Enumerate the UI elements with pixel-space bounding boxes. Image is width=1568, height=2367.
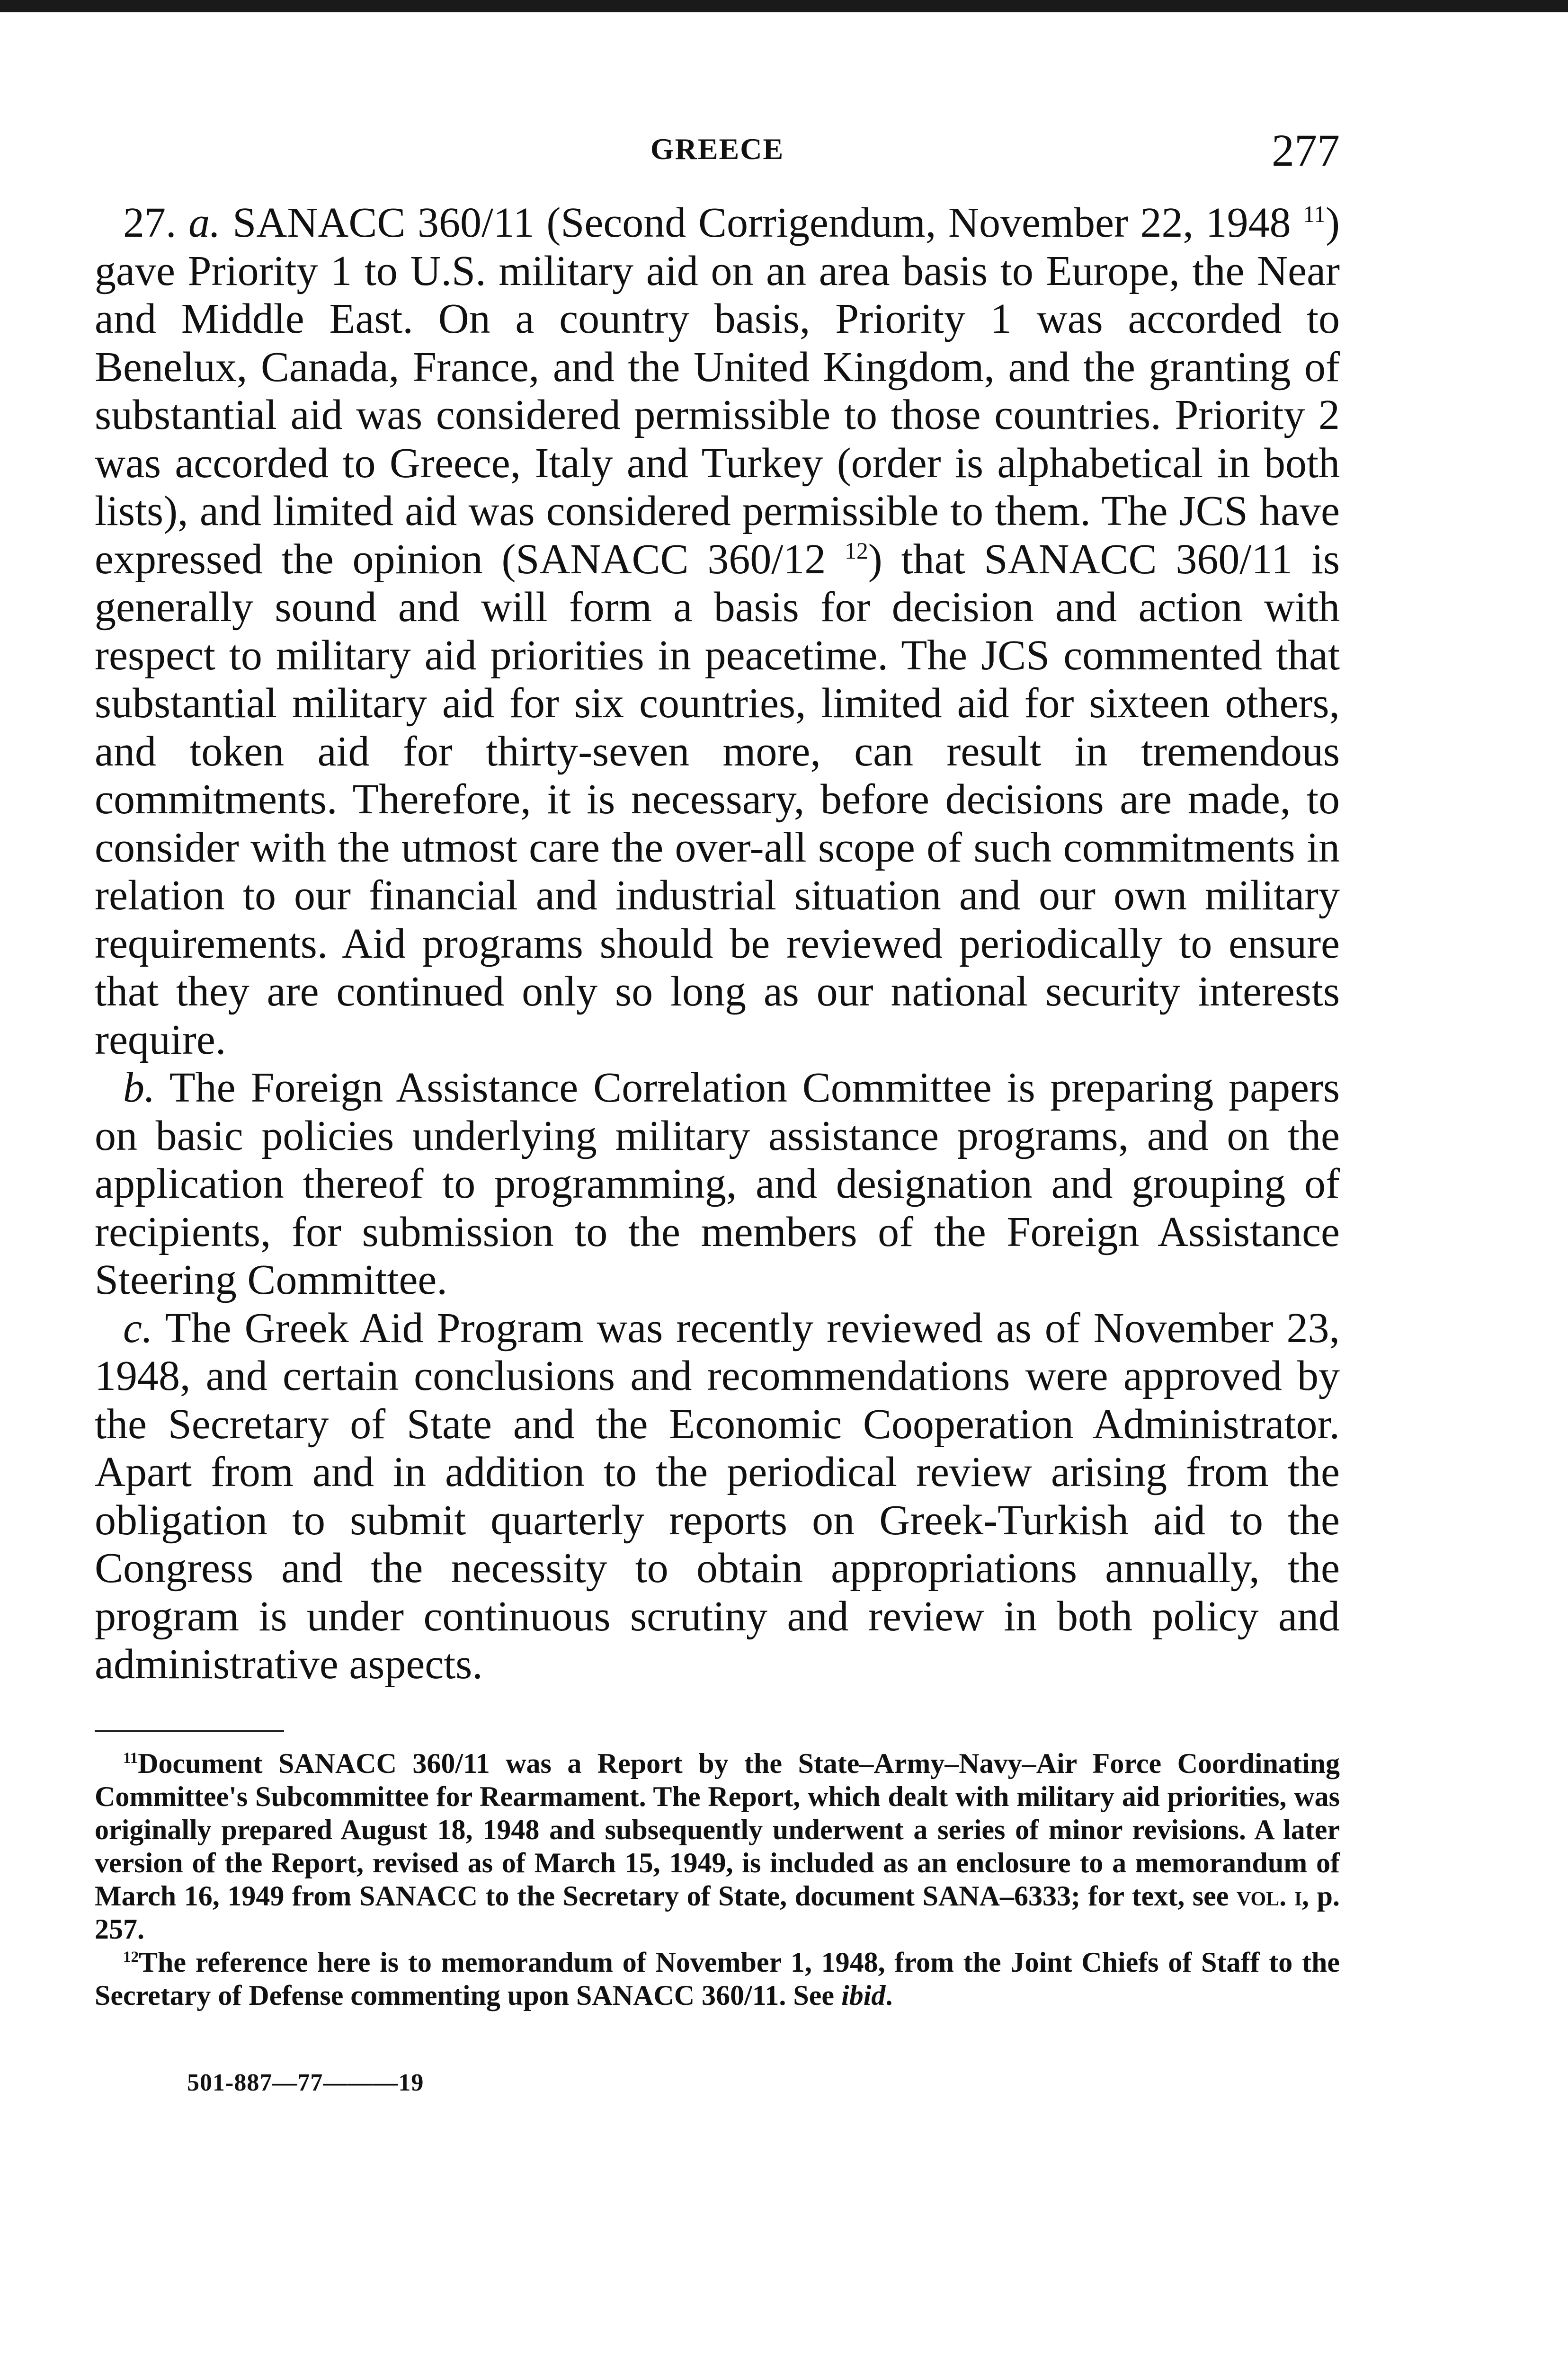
- footnote-volume: vol. i: [1236, 1880, 1302, 1912]
- paragraph-text: ) gave Priority 1 to U.S. military aid on an area basis to Europe, the Near and Middle East. On a country basis, Priority 1 was accorded to Benelux, Canada, France, and the United Kingdom, and the granting of substantial aid was considered permissible to those countries. Priority 2 was accorded to Greece, Italy and Turkey (order is alphabetical in both lists), and limited aid was considered permissible to them. The JCS have expressed the opinion (SANACC 360/12: [95, 199, 1340, 583]
- page-header: [95, 124, 1340, 181]
- printer-imprint: 501-887—77———19: [187, 2069, 424, 2096]
- running-title: GREECE: [650, 132, 784, 166]
- footnote-ref-12: 12: [845, 537, 868, 564]
- paragraph-letter: b.: [123, 1064, 155, 1111]
- footnote-text: The reference here is to memorandum of November 1, 1948, from the Joint Chiefs of Staff to the Secretary of Defense commenting upon SANACC 360/11. See: [95, 1947, 1340, 2011]
- footnote-number: 12: [123, 1949, 139, 1966]
- paragraph-c: [95, 1304, 1340, 1689]
- paragraph-text: The Greek Aid Program was recently reviewed as of November 23, 1948, and certain conclusions and recommendations were approved by the Secretary of State and the Economic Cooperation Administrator. Apart from and in addition to the periodical review arising from the obligation to submit quarterly reports on Greek-Turkish aid to the Congress and the necessity to obtain appropriations annually, the program is under continuous scrutiny and review in both policy and administrative aspects.: [95, 1304, 1340, 1688]
- page-top-border: [0, 0, 1568, 12]
- page-number: 277: [1272, 125, 1340, 176]
- paragraph-number: 27.: [123, 199, 189, 246]
- paragraph-letter: a.: [188, 199, 221, 246]
- footnote-text: , p. 257.: [95, 1880, 1340, 1945]
- paragraph-b: [95, 1064, 1340, 1304]
- paragraph-27a: [95, 199, 1340, 1064]
- footnote-12: [95, 1946, 1340, 2012]
- footnote-text: .: [885, 1980, 893, 2011]
- paragraph-letter: c.: [123, 1304, 153, 1352]
- footnote-text: Document SANACC 360/11 was a Report by the State–Army–Navy–Air Force Coordinating Committee's Subcommittee for Rearmament. The Report, which dealt with military aid priorities, was originally prepared August 18, 1948 and subsequently underwent a series of minor revisions. A later version of the Report, revised as of March 15, 1949, is included as an enclosure to a memorandum of March 16, 1949 from SANACC to the Secretary of State, document SANA–6333; for text, see: [95, 1748, 1340, 1912]
- paragraph-text: The Foreign Assistance Correlation Committee is preparing papers on basic policies underlying military assistance programs, and on the application thereof to programming, and designation and grouping of recipients, for submission to the members of the Foreign Assistance Steering Committee.: [95, 1064, 1340, 1303]
- footnote-ref-11: 11: [1303, 201, 1326, 227]
- footnote-11: [95, 1747, 1340, 1946]
- footnote-number: 11: [123, 1750, 138, 1767]
- paragraph-text: SANACC 360/11 (Second Corrigendum, November 22, 1948: [220, 199, 1303, 246]
- paragraph-text: ) that SANACC 360/11 is generally sound and will form a basis for decision and action with respect to military aid priorities in peacetime. The JCS commented that substantial military aid for six countries, limited aid for sixteen others, and token aid for thirty-seven more, can result in tremendous commitments. Therefore, it is necessary, before decisions are made, to consider with the utmost care the over-all scope of such commitments in relation to our financial and industrial situation and our own military requirements. Aid programs should be reviewed periodically to ensure that they are continued only so long as our national security interests require.: [95, 535, 1340, 1063]
- footnotes: [95, 1747, 1340, 2012]
- footnote-ibid: ibid: [841, 1980, 886, 2011]
- body-text: [95, 199, 1340, 1689]
- footnote-rule: [95, 1730, 284, 1732]
